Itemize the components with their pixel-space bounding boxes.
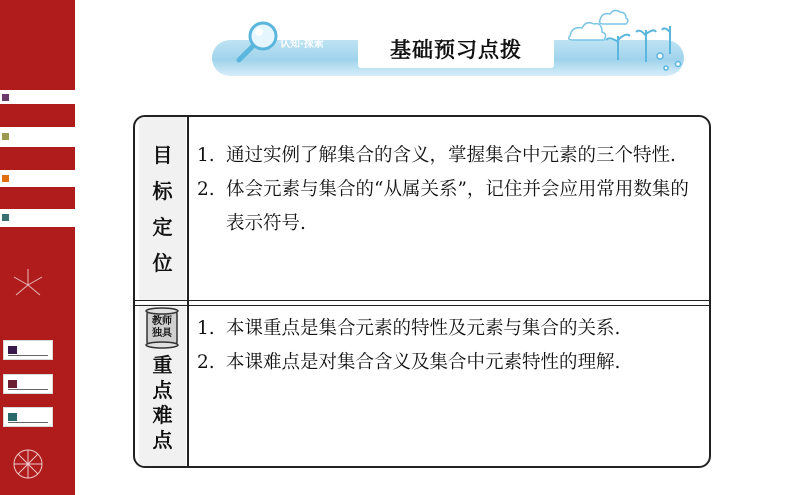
badge-text: 独具	[152, 328, 172, 339]
row-content-focus	[197, 312, 701, 380]
sidebar-marker-icon	[2, 133, 9, 140]
nav-marker-icon	[8, 413, 17, 421]
row-divider	[135, 300, 709, 306]
nav-underline	[8, 422, 48, 423]
nav-button-2[interactable]	[3, 374, 53, 394]
sidebar	[0, 0, 75, 495]
sidebar-marker-icon	[2, 175, 9, 182]
sidebar-band	[0, 209, 75, 227]
content-table	[133, 115, 711, 468]
magnifier-icon	[233, 18, 281, 66]
row-label-focus	[139, 353, 186, 453]
row-label-goal	[139, 137, 186, 281]
item-text: 本课难点是对集合含义及集合中元素特性的理解.	[226, 352, 621, 373]
column-divider	[187, 117, 189, 466]
nav-button-1[interactable]	[3, 340, 53, 360]
label-char: 标	[152, 179, 173, 203]
sidebar-marker-icon	[2, 214, 9, 221]
nav-marker-icon	[8, 380, 17, 388]
label-char: 点	[152, 378, 173, 402]
teacher-badge	[144, 307, 180, 349]
row-content-goal	[197, 139, 701, 241]
label-char: 重	[152, 353, 173, 377]
list-item	[197, 346, 701, 380]
dandelion-icon	[8, 265, 48, 305]
list-item	[197, 312, 701, 346]
nav-underline	[8, 389, 48, 390]
label-char: 难	[152, 403, 173, 427]
nav-button-3[interactable]	[3, 407, 53, 427]
label-char: 目	[152, 143, 173, 167]
sidebar-band	[0, 127, 75, 147]
nav-marker-icon	[8, 346, 17, 354]
list-item	[197, 139, 701, 173]
item-number: 2.	[197, 179, 215, 200]
item-text: 通过实例了解集合的含义，掌握集合中元素的三个特性.	[226, 145, 676, 166]
sidebar-marker-icon	[2, 94, 9, 101]
item-number: 1.	[197, 145, 215, 166]
cloud-sprout-icon	[560, 6, 690, 76]
list-item	[197, 173, 701, 241]
dandelion-icon	[4, 440, 52, 488]
label-char: 位	[152, 251, 173, 275]
item-number: 2.	[197, 352, 215, 373]
item-number: 1.	[197, 318, 215, 339]
label-char: 点	[152, 428, 173, 452]
sidebar-band	[0, 170, 75, 187]
banner-tag: 认知·探索	[280, 39, 324, 50]
page-title: 基础预习点拨	[358, 32, 554, 68]
sidebar-band	[0, 90, 75, 104]
item-text: 本课重点是集合元素的特性及元素与集合的关系.	[226, 318, 621, 339]
item-text: 体会元素与集合的“从属关系”，记住并会应用常用数集的表示符号.	[226, 179, 689, 234]
label-char: 定	[152, 215, 173, 239]
badge-text: 教师	[152, 316, 172, 327]
nav-underline	[8, 355, 48, 356]
